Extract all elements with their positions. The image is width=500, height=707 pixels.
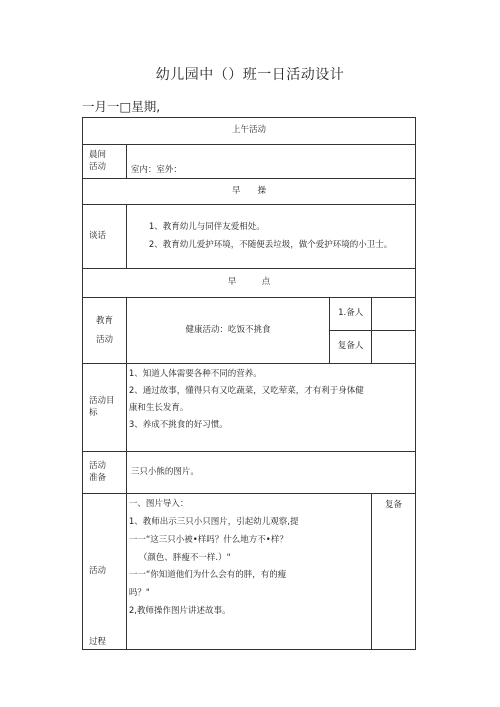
proc-line: （颜色、胖瘦不一样.）" (138, 552, 231, 563)
goal-content (126, 364, 415, 452)
prep-person: 1.备人 (330, 298, 372, 331)
proc-line: 一一“这三只小被•样吗？什么地方不•样？ (128, 534, 288, 545)
am-activity-header: 上午活动 (83, 118, 416, 145)
proc-line: 吗？" (128, 588, 150, 599)
snack-row: 早 点 (83, 269, 416, 298)
activity-plan-table (82, 117, 416, 650)
talk-item: 1、教育幼儿与同伴友爱相处。 (148, 221, 265, 232)
ready-content: 三只小熊的图片。 (126, 452, 415, 494)
goal-item: 1、知道人体需要各种不同的营养。 (128, 369, 262, 379)
exercise-row: 早 操 (83, 179, 416, 205)
proc-label: 活动 过程 (83, 494, 127, 650)
proc-line: 1、教师出示三只小只图片，引起幼儿观察,提 (128, 516, 299, 527)
morning-label: 晨间 活动 (83, 145, 127, 179)
prep-person-value (372, 298, 416, 331)
page-title: 幼儿园中（）班一日活动设计 (155, 67, 345, 83)
ready-label: 活动 准备 (83, 452, 127, 494)
proc-line: 一、图片导入： (128, 499, 189, 509)
edu-content: 健康活动：吃饭不挑食 (126, 298, 329, 364)
review-column: 复备 (372, 494, 416, 650)
date-line: 一月一□星期, (82, 99, 161, 114)
morning-content: 室内：室外： (126, 145, 415, 179)
goal-item: 2、通过故事，懂得只有又吃蔬菜，又吃荤菜，才有利于身体健 (128, 386, 364, 396)
talk-label: 谈话 (83, 205, 127, 269)
review-person-value (372, 331, 416, 364)
goal-item: 康和生长发育。 (128, 403, 189, 413)
talk-content (126, 205, 415, 269)
proc-line: 2,教师操作图片讲述故事。 (128, 606, 231, 617)
goal-label: 活动目 标 (83, 364, 127, 452)
proc-content (126, 494, 371, 650)
goal-item: 3、养成不挑食的好习惯。 (128, 420, 228, 430)
edu-label: 教育 活动 (83, 298, 127, 364)
talk-item: 2、教育幼儿爱护环境，不随便丢垃圾，做个爱护环境的小卫士。 (148, 239, 393, 250)
proc-line: 一一“你知道他们为什么会有的胖，有的瘦 (128, 570, 287, 581)
review-person: 复备人 (330, 331, 372, 364)
